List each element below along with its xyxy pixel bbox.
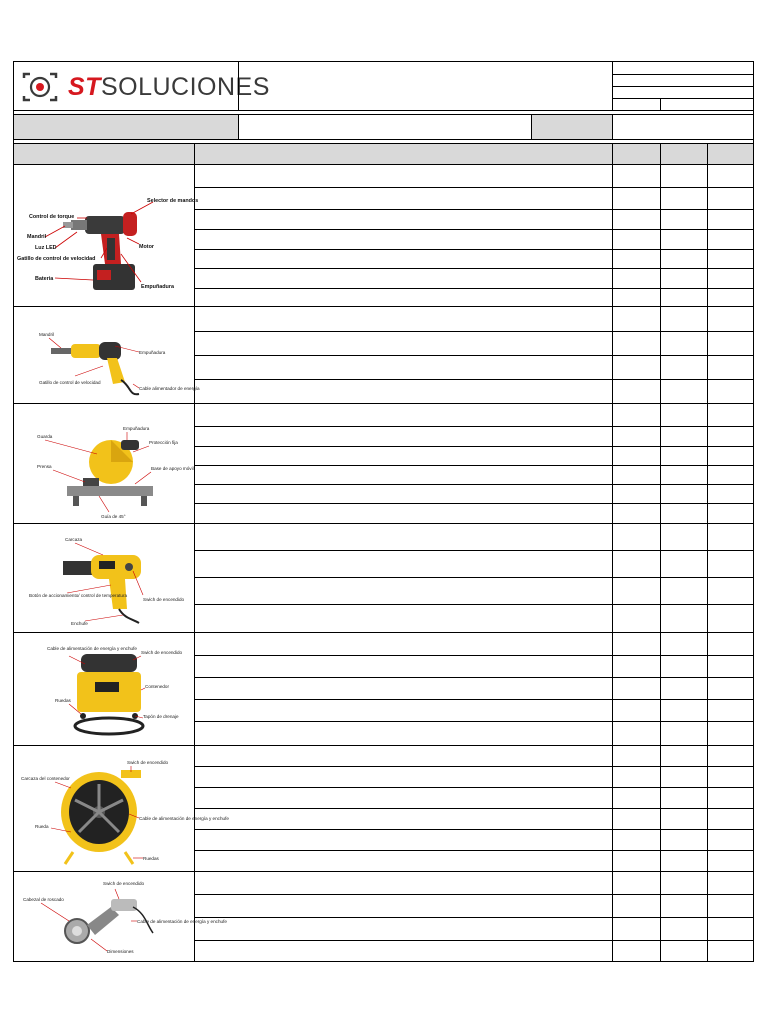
row-line — [194, 940, 753, 941]
vacuum-illustration — [15, 634, 193, 744]
col-line-check-2 — [707, 143, 708, 962]
fan-label-5: Ruedas — [143, 855, 159, 861]
row-line — [194, 465, 753, 466]
vacuum-label-5: Tapón de drenaje — [143, 714, 179, 719]
heat-gun-label-4: Enchufe — [71, 621, 88, 626]
vacuum-label-1: Cable de alimentación de energía y enchufe — [47, 646, 137, 651]
logo-mark-icon — [20, 70, 60, 104]
row-line — [194, 249, 753, 250]
col-line-description — [612, 143, 613, 962]
meta-row-line-2 — [612, 86, 753, 87]
row-line — [194, 484, 753, 485]
saw-label-6: Guía de 45° — [101, 513, 126, 519]
tool-image-threader — [14, 872, 227, 962]
meta-row-line-3 — [612, 98, 753, 99]
threader-label-1: Swich de encendido — [103, 881, 145, 886]
row-line — [194, 917, 753, 918]
logo-st: ST — [68, 73, 101, 101]
drill-label-4: Luz LED — [35, 245, 57, 251]
row-line — [194, 604, 753, 605]
row-line — [194, 288, 753, 289]
logo-wordmark — [68, 72, 270, 102]
row-line — [194, 808, 753, 809]
drill-label-2: Control de torque — [29, 214, 75, 220]
row-line — [194, 379, 753, 380]
fan-illustration — [15, 748, 229, 870]
row-line — [194, 187, 753, 188]
inspection-form — [13, 61, 754, 962]
drill-label-6: Motor — [139, 244, 154, 250]
screwdriver-label-1: Mandril — [39, 332, 55, 337]
cutoff-saw-illustration — [15, 406, 193, 522]
info-label-cell-2 — [532, 114, 612, 139]
row-line — [194, 355, 753, 356]
row-line — [194, 766, 753, 767]
vacuum-label-2: Swich de encendido — [141, 650, 183, 655]
header-bottom-line — [14, 110, 753, 111]
row-line — [194, 577, 753, 578]
info-label-cell-1 — [14, 114, 238, 139]
row-line — [194, 677, 753, 678]
row-line — [194, 787, 753, 788]
table-header-row — [14, 143, 753, 165]
tool-image-screwdriver — [14, 307, 200, 403]
row-line — [194, 331, 753, 332]
heat-gun-label-3: Swich de encendido — [143, 597, 185, 602]
row-line — [194, 655, 753, 656]
info-value-cell-2 — [613, 114, 753, 139]
header-divider-logo — [238, 62, 239, 110]
screwdriver-label-2: Empuñadura — [139, 350, 166, 355]
col-line-check-1 — [660, 143, 661, 962]
row-line — [194, 446, 753, 447]
tool-image-drill — [14, 166, 199, 306]
row-line — [194, 209, 753, 210]
threader-illustration — [15, 873, 227, 961]
row-line — [194, 268, 753, 269]
row-line — [194, 721, 753, 722]
drill-illustration — [15, 168, 199, 304]
info-bottom-line — [14, 139, 753, 140]
fan-label-3: Rueda — [35, 823, 49, 829]
threader-label-3: Cable de alimentación de energía y enchufe — [137, 919, 227, 924]
drill-label-1: Selector de mandos — [147, 198, 199, 204]
row-line — [194, 550, 753, 551]
fan-label-1: Swich de encendido — [127, 759, 169, 765]
row-line — [194, 850, 753, 851]
heat-gun-label-2: Botón de accionamiento/ control de temperatura — [29, 593, 128, 598]
drill-label-7: Bateria — [35, 276, 54, 282]
screwdriver-illustration — [15, 308, 200, 402]
saw-label-4: Prensa — [37, 463, 52, 469]
saw-label-2: Guarda — [37, 433, 53, 439]
heat-gun-label-1: Carcaza — [65, 537, 83, 542]
company-logo — [20, 70, 270, 104]
vacuum-label-3: Contenedor — [145, 684, 170, 689]
row-line — [194, 426, 753, 427]
row-line — [194, 894, 753, 895]
row-line — [194, 699, 753, 700]
saw-label-5: Base de apoyo móvil — [151, 465, 194, 471]
drill-label-3: Mandril — [27, 234, 47, 240]
col-line-image — [194, 143, 195, 962]
drill-label-5: Gatillo de control de velocidad — [17, 256, 96, 262]
fan-label-2: Carcaza del contenedor — [21, 775, 70, 781]
row-line — [194, 229, 753, 230]
heat-gun-illustration — [15, 525, 193, 631]
row-line — [194, 829, 753, 830]
tool-image-heat-gun — [14, 524, 194, 632]
drill-label-8: Empuñadura — [141, 284, 174, 290]
meta-row-line-1 — [612, 74, 753, 75]
fan-label-4: Cable de alimentación de energía y enchufe — [139, 815, 229, 821]
info-value-cell-1 — [239, 114, 531, 139]
saw-label-1: Empuñadura — [123, 425, 150, 431]
tool-image-cutoff-saw — [14, 404, 194, 523]
tool-image-vacuum — [14, 633, 194, 745]
vacuum-label-4: Ruedas — [55, 698, 71, 703]
tool-image-fan — [14, 746, 229, 871]
threader-label-4: Dimensiones — [107, 949, 134, 954]
meta-split-line — [660, 98, 661, 110]
row-line — [194, 503, 753, 504]
saw-label-3: Protección fija — [149, 439, 178, 445]
screwdriver-label-4: Cable alimentador de energía — [139, 386, 200, 391]
threader-label-2: Cabezal de roscado — [23, 897, 64, 902]
logo-soluciones: SOLUCIONES — [100, 73, 270, 101]
screwdriver-label-3: Gatillo de control de velocidad — [39, 380, 101, 385]
